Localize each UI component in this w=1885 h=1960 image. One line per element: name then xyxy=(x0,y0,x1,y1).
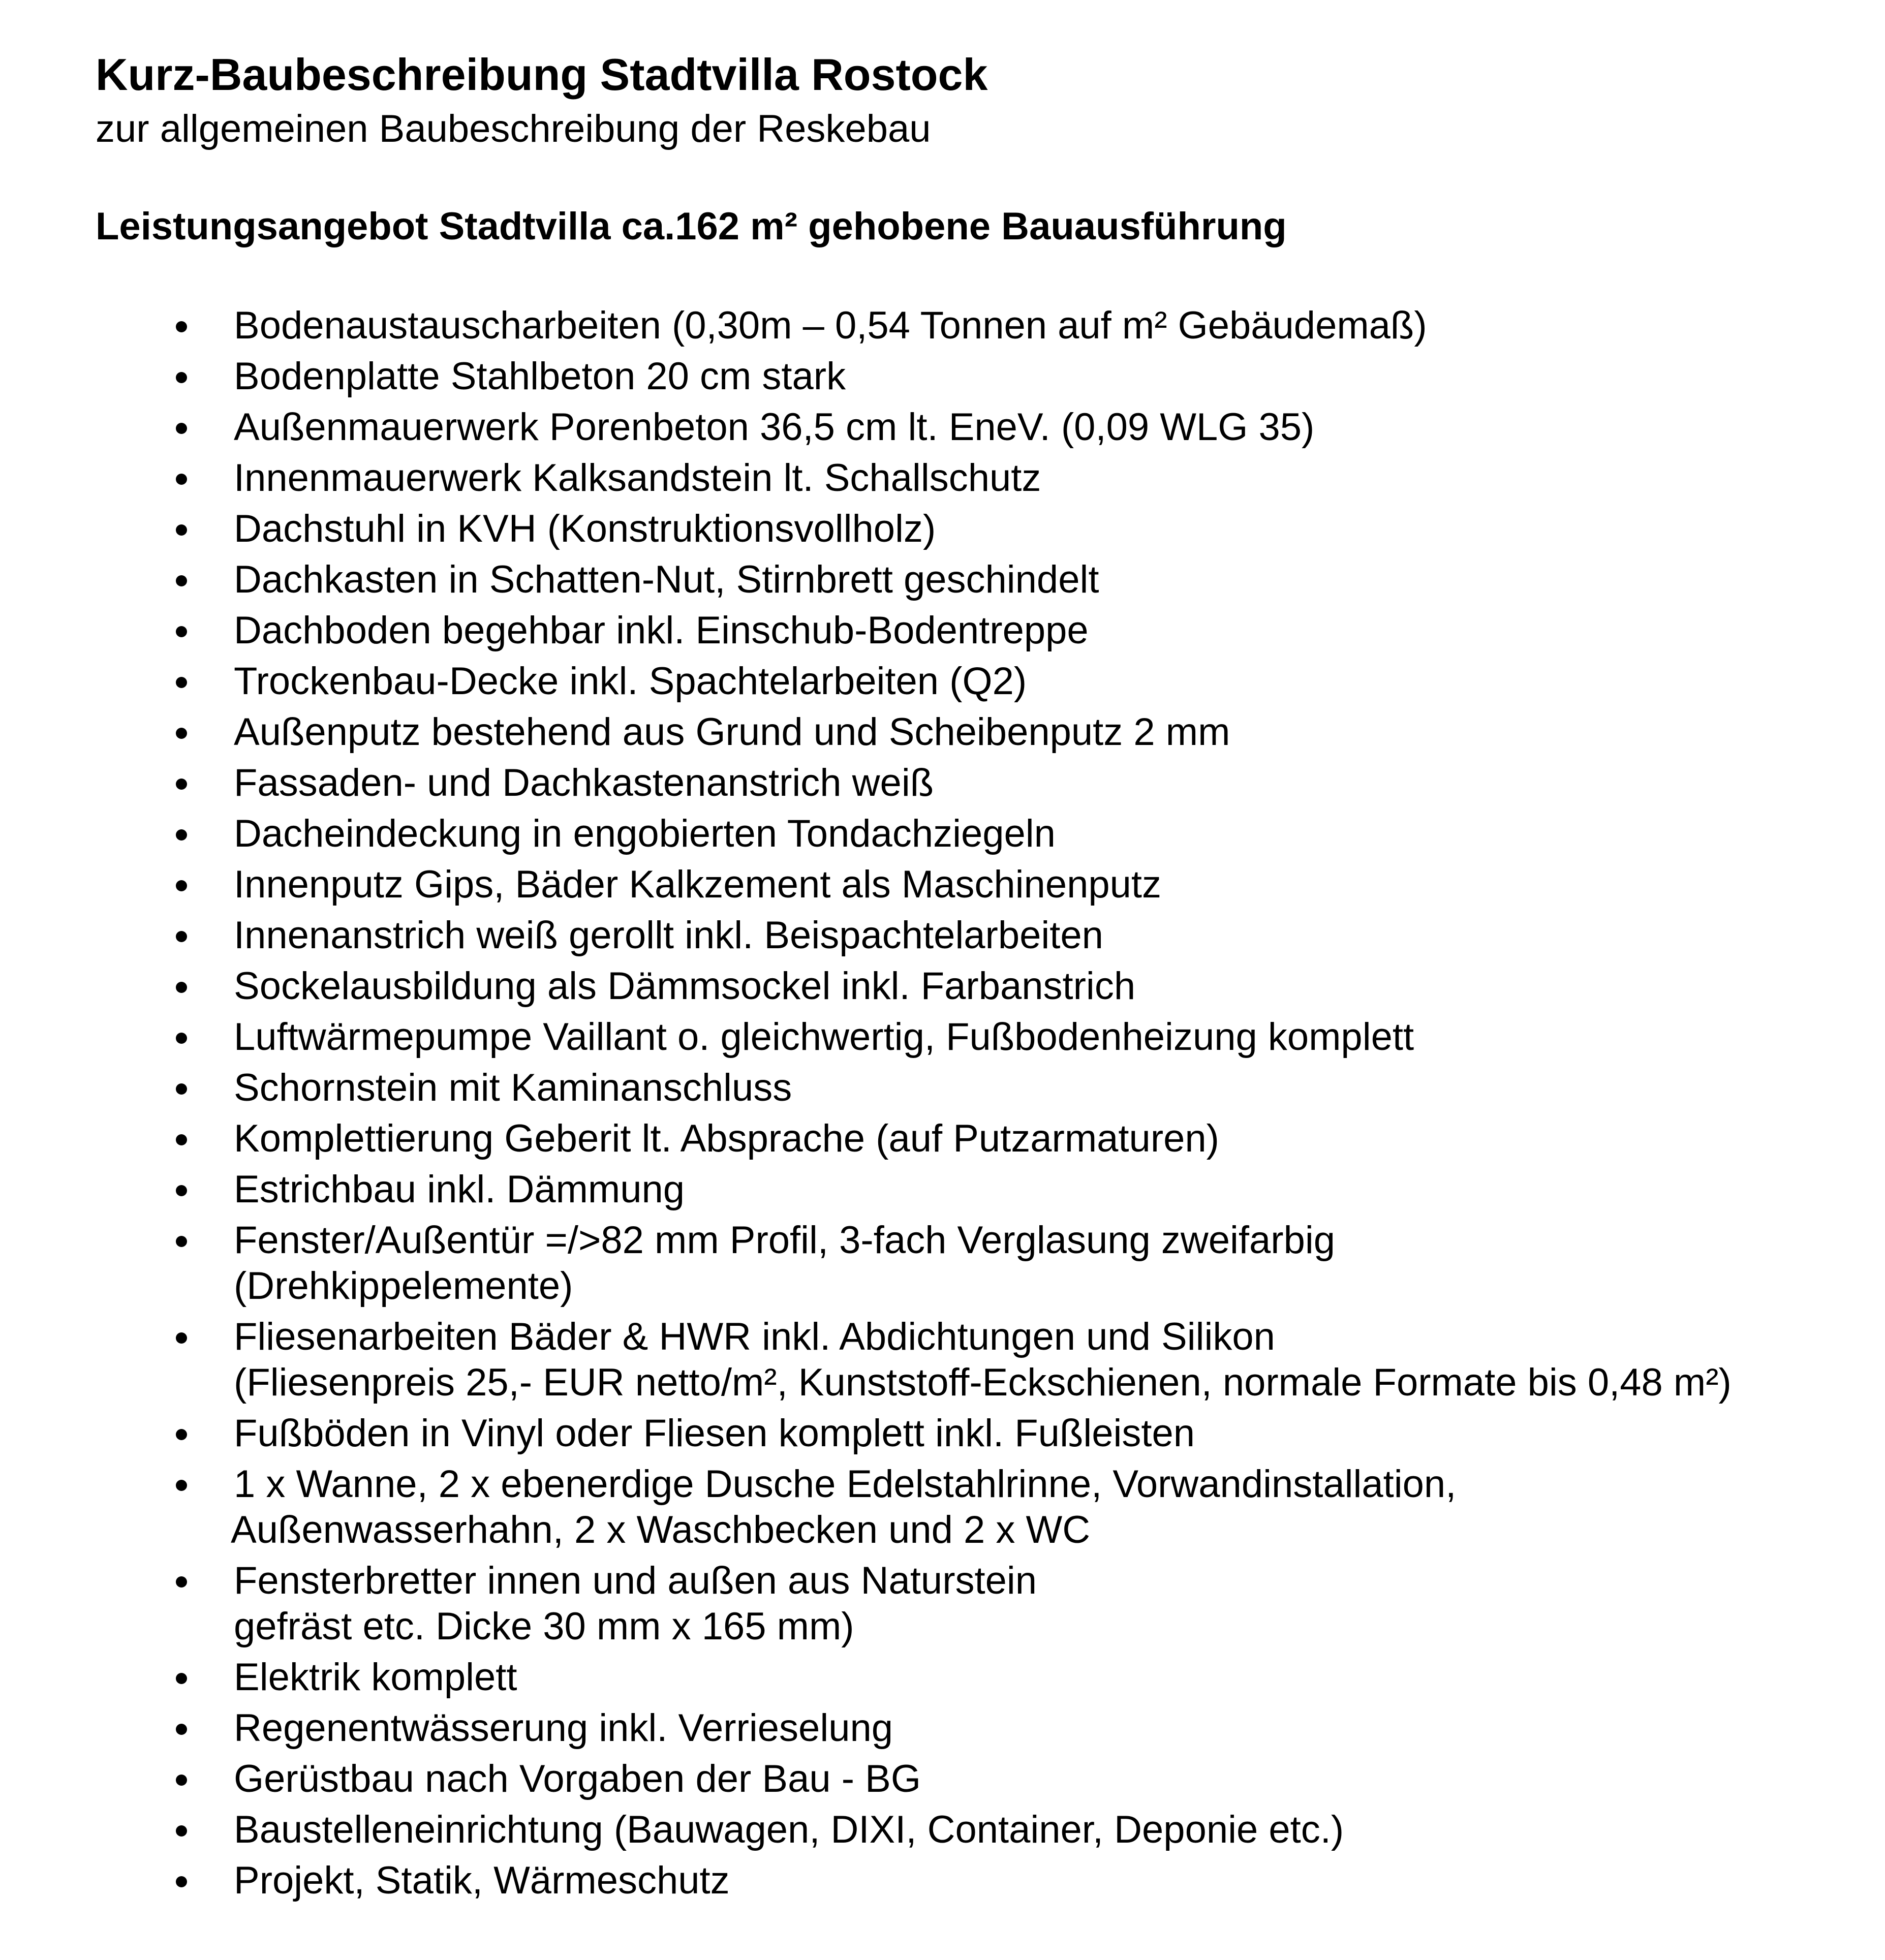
list-item-text: Innenanstrich weiß gerollt inkl. Beispachtelarbeiten xyxy=(234,914,1103,957)
bullet-icon xyxy=(176,575,187,586)
list-item xyxy=(0,862,1885,908)
bullet-icon xyxy=(176,321,187,332)
list-item xyxy=(0,963,1885,1009)
list-item-continuation: (Fliesenpreis 25,- EUR netto/m², Kunststoff-Eckschienen, normale Formate bis 0,48 m²) xyxy=(234,1361,1732,1404)
list-item-text: Innenputz Gips, Bäder Kalkzement als Maschinenputz xyxy=(234,863,1162,906)
list-item xyxy=(0,709,1885,755)
list-item xyxy=(0,1558,1885,1650)
list-item xyxy=(0,1411,1885,1456)
list-item xyxy=(0,455,1885,501)
list-item xyxy=(0,1167,1885,1212)
list-item-text: Luftwärmepumpe Vaillant o. gleichwertig, Fußbodenheizung komplett xyxy=(234,1015,1414,1059)
bullet-icon xyxy=(176,1673,187,1684)
list-item-text: Estrichbau inkl. Dämmung xyxy=(234,1168,685,1211)
list-item-text: Sockelausbildung als Dämmsockel inkl. Farbanstrich xyxy=(234,965,1136,1008)
bullet-icon xyxy=(176,1236,187,1247)
list-item-text: Komplettierung Geberit lt. Absprache (auf Putzarmaturen) xyxy=(234,1117,1219,1160)
bullet-icon xyxy=(176,1429,187,1440)
list-item xyxy=(0,1705,1885,1751)
list-item-text: Dachstuhl in KVH (Konstruktionsvollholz) xyxy=(234,507,936,550)
bullet-icon xyxy=(176,372,187,383)
list-item xyxy=(0,659,1885,704)
bullet-icon xyxy=(176,474,187,485)
list-item-text: Elektrik komplett xyxy=(234,1656,517,1699)
bullet-icon xyxy=(176,423,187,434)
list-item xyxy=(0,557,1885,603)
list-item xyxy=(0,760,1885,806)
bullet-icon xyxy=(176,1134,187,1145)
list-item xyxy=(0,303,1885,349)
list-item-continuation: gefräst etc. Dicke 30 mm x 165 mm) xyxy=(234,1605,854,1648)
list-item-text: Fassaden- und Dachkastenanstrich weiß xyxy=(234,761,934,804)
list-item-text: Bodenaustauscharbeiten (0,30m – 0,54 Tonnen auf m² Gebäudemaß) xyxy=(234,304,1427,347)
document-subtitle: zur allgemeinen Baubeschreibung der Reskebau xyxy=(96,107,931,150)
bullet-icon xyxy=(176,931,187,942)
specification-list xyxy=(0,303,1885,1909)
bullet-icon xyxy=(176,982,187,993)
list-item-text: Dachboden begehbar inkl. Einschub-Bodentreppe xyxy=(234,609,1089,652)
bullet-icon xyxy=(176,1083,187,1095)
list-item xyxy=(0,913,1885,958)
list-item-text: Schornstein mit Kaminanschluss xyxy=(234,1066,792,1109)
list-item xyxy=(0,1858,1885,1904)
bullet-icon xyxy=(176,1332,187,1344)
list-item-text: Fenster/Außentür =/>82 mm Profil, 3-fach Verglasung zweifarbig xyxy=(234,1219,1336,1262)
list-item-continuation: Außenwasserhahn, 2 x Waschbecken und 2 x WC xyxy=(231,1508,1091,1551)
list-item xyxy=(0,354,1885,399)
list-item-text: Dachkasten in Schatten-Nut, Stirnbrett geschindelt xyxy=(234,558,1099,601)
document-title: Kurz-Baubeschreibung Stadtvilla Rostock xyxy=(96,49,988,100)
list-item xyxy=(0,1116,1885,1162)
bullet-icon xyxy=(176,1576,187,1588)
list-item xyxy=(0,1218,1885,1309)
list-item xyxy=(0,1807,1885,1853)
list-item xyxy=(0,1461,1885,1553)
list-item-text: Außenmauerwerk Porenbeton 36,5 cm lt. EneV. (0,09 WLG 35) xyxy=(234,406,1315,449)
list-item xyxy=(0,1756,1885,1802)
bullet-icon xyxy=(176,1724,187,1735)
list-item-text: Fensterbretter innen und außen aus Naturstein xyxy=(234,1559,1037,1602)
list-item xyxy=(0,1655,1885,1700)
list-item xyxy=(0,811,1885,857)
bullet-icon xyxy=(176,1825,187,1837)
bullet-icon xyxy=(176,524,187,536)
bullet-icon xyxy=(176,829,187,841)
list-item-text: Gerüstbau nach Vorgaben der Bau - BG xyxy=(234,1757,921,1800)
list-item-text: Baustelleneinrichtung (Bauwagen, DIXI, Container, Deponie etc.) xyxy=(234,1808,1344,1851)
list-item xyxy=(0,506,1885,552)
bullet-icon xyxy=(176,626,187,637)
bullet-icon xyxy=(176,1185,187,1196)
list-item xyxy=(0,1065,1885,1111)
list-item xyxy=(0,608,1885,654)
list-item xyxy=(0,1014,1885,1060)
bullet-icon xyxy=(176,779,187,790)
list-item-continuation: (Drehkippelemente) xyxy=(234,1264,573,1308)
list-item-text: Regenentwässerung inkl. Verrieselung xyxy=(234,1706,893,1750)
list-item-text: Außenputz bestehend aus Grund und Scheibenputz 2 mm xyxy=(234,710,1230,754)
list-item-text: Dacheindeckung in engobierten Tondachziegeln xyxy=(234,812,1056,855)
list-item-text: Fliesenarbeiten Bäder & HWR inkl. Abdichtungen und Silikon xyxy=(234,1315,1275,1358)
offer-heading: Leistungsangebot Stadtvilla ca.162 m² gehobene Bauausführung xyxy=(96,205,1287,248)
list-item-text: 1 x Wanne, 2 x ebenerdige Dusche Edelstahlrinne, Vorwandinstallation, xyxy=(234,1463,1457,1506)
list-item-text: Fußböden in Vinyl oder Fliesen komplett inkl. Fußleisten xyxy=(234,1412,1195,1455)
list-item xyxy=(0,1314,1885,1406)
bullet-icon xyxy=(176,728,187,739)
bullet-icon xyxy=(176,677,187,688)
bullet-icon xyxy=(176,880,187,891)
bullet-icon xyxy=(176,1775,187,1786)
bullet-icon xyxy=(176,1876,187,1887)
list-item xyxy=(0,405,1885,450)
list-item-text: Projekt, Statik, Wärmeschutz xyxy=(234,1859,730,1902)
list-item-text: Bodenplatte Stahlbeton 20 cm stark xyxy=(234,355,846,398)
bullet-icon xyxy=(176,1033,187,1044)
bullet-icon xyxy=(176,1480,187,1491)
list-item-text: Innenmauerwerk Kalksandstein lt. Schallschutz xyxy=(234,456,1041,500)
list-item-text: Trockenbau-Decke inkl. Spachtelarbeiten (Q2) xyxy=(234,660,1027,703)
